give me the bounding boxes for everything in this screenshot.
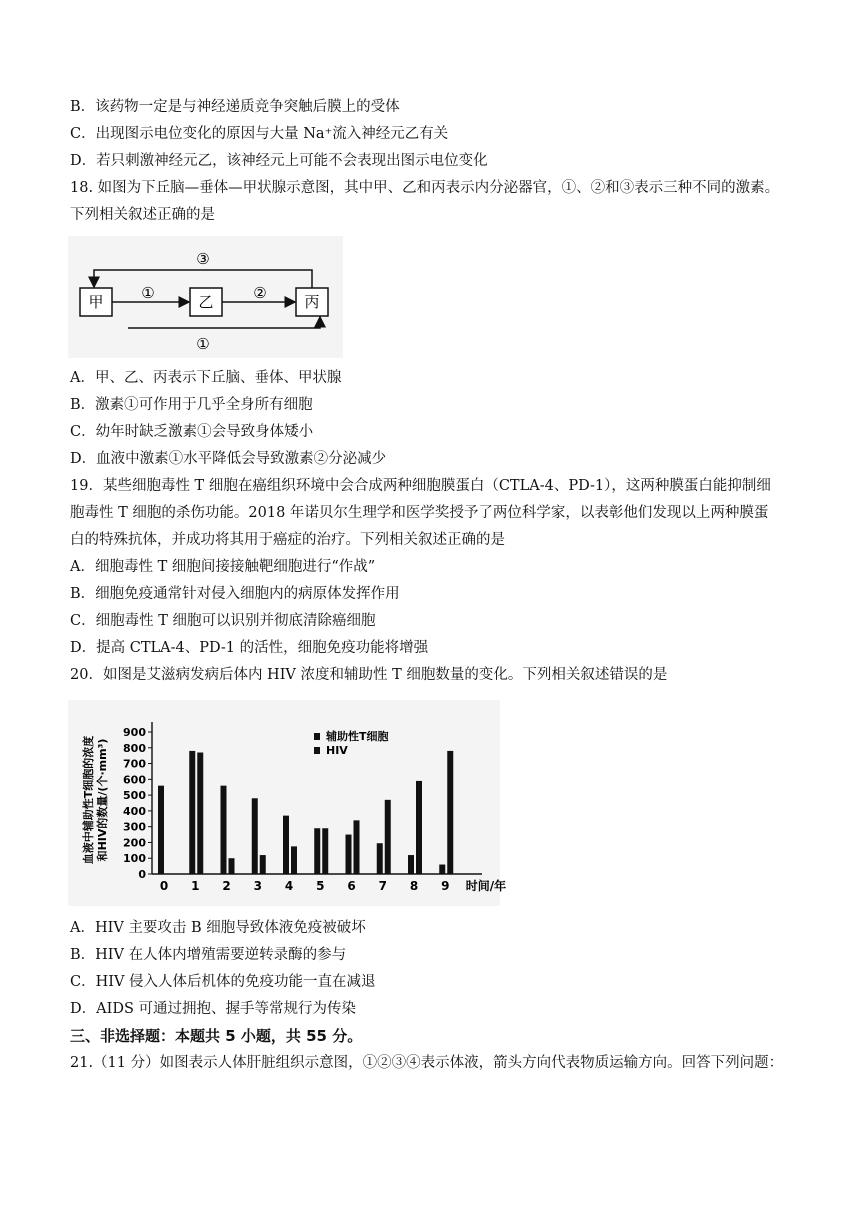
q18-option-d: D．血液中激素①水平降低会导致激素②分泌减少 <box>70 451 387 467</box>
chart-bar-helper-t <box>408 855 414 874</box>
q18-hormone-diagram <box>68 236 343 358</box>
arrow-label-4: ① <box>196 335 210 353</box>
legend-swatch <box>314 733 320 740</box>
chart-bar-helper-t <box>439 865 445 874</box>
q19-stem-line3: 白的特殊抗体，并成功将其用于癌症的治疗。下列相关叙述正确的是 <box>70 532 505 548</box>
q20-option-a: A．HIV 主要攻击 B 细胞导致体液免疫被破坏 <box>70 920 366 936</box>
q18-stem-line1: 18. 如图为下丘脑—垂体—甲状腺示意图，其中甲、乙和丙表示内分泌器官，①、②和③表示三种不同的激素。 <box>70 180 780 196</box>
chart-bar-hiv <box>354 820 360 874</box>
q20-stem: 20．如图是艾滋病发病后体内 HIV 浓度和辅助性 T 细胞数量的变化。下列相关叙述错误的是 <box>70 667 668 683</box>
chart-x-tick-label: 4 <box>284 879 294 893</box>
q19-option-c: C．细胞毒性 T 细胞可以识别并彻底清除癌细胞 <box>70 613 376 629</box>
q18-option-b: B．激素①可作用于几乎全身所有细胞 <box>70 397 313 413</box>
q19-stem-line2: 胞毒性 T 细胞的杀伤功能。2018 年诺贝尔生理学和医学奖授予了两位科学家，以表彰他们发现以上两种膜蛋 <box>70 505 769 521</box>
q19-option-d: D．提高 CTLA-4、PD-1 的活性，细胞免疫功能将增强 <box>70 640 429 656</box>
q19-option-b: B．细胞免疫通常针对侵入细胞内的病原体发挥作用 <box>70 586 400 602</box>
chart-bar-helper-t <box>377 843 383 874</box>
node-bing: 丙 <box>304 293 320 311</box>
chart-y-tick-label: 700 <box>123 757 146 771</box>
q20-option-c: C．HIV 侵入人体后机体的免疫功能一直在减退 <box>70 974 376 990</box>
chart-x-tick-label: 7 <box>378 879 387 893</box>
chart-x-tick-label: 6 <box>347 879 356 893</box>
legend-swatch <box>314 747 320 754</box>
chart-y-tick-label: 100 <box>123 852 146 866</box>
chart-bar-helper-t <box>158 786 164 874</box>
chart-bar-hiv <box>197 753 203 874</box>
node-jia: 甲 <box>88 293 104 311</box>
chart-bar-hiv <box>416 781 422 874</box>
chart-x-tick-label: 5 <box>316 879 325 893</box>
chart-bar-helper-t <box>189 751 195 874</box>
chart-ylabel-line1: 血液中辅助性T细胞的浓度 <box>82 735 95 865</box>
section3-heading: 三、非选择题：本题共 5 小题，共 55 分。 <box>70 1027 363 1045</box>
chart-bar-helper-t <box>221 786 227 874</box>
chart-y-tick-label: 900 <box>123 726 146 739</box>
chart-ylabel-line2: 和HIV的数量/(个·mm³) <box>96 738 109 862</box>
q21-stem: 21.（11 分）如图表示人体肝脏组织示意图，①②③④表示体液，箭头方向代表物质运输方向。回答下列问题： <box>70 1055 784 1071</box>
chart-y-tick-label: 200 <box>123 836 146 850</box>
q20-option-b: B．HIV 在人体内增殖需要逆转录酶的参与 <box>70 947 347 963</box>
q20-bar-chart <box>68 700 507 906</box>
chart-x-tick-label: 0 <box>159 879 169 893</box>
q17-option-d: D．若只刺激神经元乙，该神经元上可能不会表现出图示电位变化 <box>70 153 488 169</box>
q18-option-c: C．幼年时缺乏激素①会导致身体矮小 <box>70 424 314 440</box>
chart-x-tick-label: 8 <box>409 879 419 893</box>
chart-x-tick-label: 9 <box>441 879 450 893</box>
legend-label: HIV <box>326 744 348 757</box>
chart-y-tick-label: 800 <box>123 741 146 755</box>
q20-option-d: D．AIDS 可通过拥抱、握手等常规行为传染 <box>70 1001 356 1017</box>
chart-x-tick-label: 1 <box>191 879 200 893</box>
legend-label: 辅助性T细胞 <box>326 730 389 743</box>
chart-bar-hiv <box>291 846 297 874</box>
chart-y-tick-label: 400 <box>123 804 146 818</box>
chart-bar-hiv <box>447 751 453 874</box>
q17-option-b: B．该药物一定是与神经递质竞争突触后膜上的受体 <box>70 99 400 115</box>
q19-option-a: A．细胞毒性 T 细胞间接接触靶细胞进行“作战” <box>70 559 376 575</box>
chart-bar-hiv <box>322 828 328 874</box>
arrow-label-1: ① <box>141 284 155 302</box>
chart-x-tick-label: 2 <box>222 879 231 893</box>
chart-bar-hiv <box>385 800 391 874</box>
chart-y-tick-label: 600 <box>123 773 146 787</box>
chart-bar-helper-t <box>252 798 258 874</box>
node-yi: 乙 <box>198 293 214 311</box>
chart-bar-hiv <box>260 855 266 874</box>
chart-bar-helper-t <box>283 816 289 874</box>
chart-xlabel: 时间/年 <box>465 879 507 893</box>
q19-stem-line1: 19．某些细胞毒性 T 细胞在癌组织环境中会合成两种细胞膜蛋白（CTLA-4、PD-1），这两种膜蛋白能抑制细 <box>70 478 771 494</box>
chart-bar-helper-t <box>314 828 320 874</box>
q17-option-c: C．出现图示电位变化的原因与大量 Na⁺流入神经元乙有关 <box>70 126 449 142</box>
chart-y-tick-label: 0 <box>138 868 146 881</box>
arrow-label-2: ② <box>253 284 267 302</box>
chart-bar-helper-t <box>346 835 352 874</box>
chart-y-tick-label: 300 <box>123 820 146 834</box>
q18-stem-line2: 下列相关叙述正确的是 <box>70 207 215 223</box>
chart-y-tick-label: 500 <box>123 789 146 803</box>
q18-option-a: A．甲、乙、丙表示下丘脑、垂体、甲状腺 <box>70 370 342 386</box>
chart-bar-hiv <box>229 858 235 874</box>
chart-x-tick-label: 3 <box>253 879 262 893</box>
arrow-label-3: ③ <box>196 250 210 268</box>
